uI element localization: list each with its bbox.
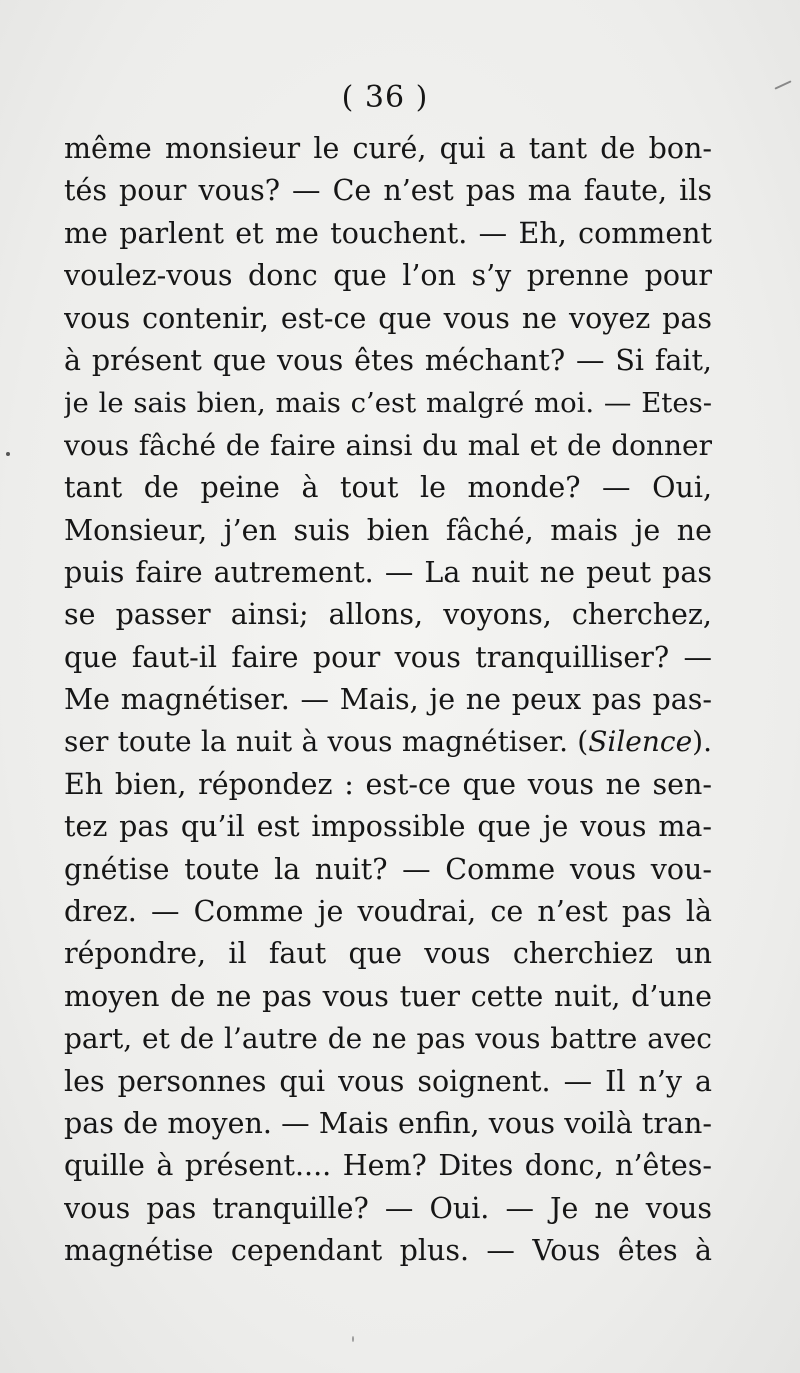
text-segment: ser toute la nuit à vous magnétiser. ( — [64, 725, 589, 759]
text-line: tez pas qu’il est impossible que je vous ma- — [64, 810, 712, 844]
text-line: tés pour vous? — Ce n’est pas ma faute, ils — [64, 174, 712, 208]
paper-speck — [6, 452, 10, 456]
text-line: Eh bien, répondez : est-ce que vous ne sen- — [64, 767, 712, 801]
text-line: voulez-vous donc que l’on s’y prenne pour — [64, 259, 712, 293]
text-line: à présent que vous êtes méchant? — Si fait, — [64, 343, 712, 377]
text-line: Monsieur, j’en suis bien fâché, mais je ne — [64, 513, 712, 547]
text-line: magnétise cependant plus. — Vous êtes à — [64, 1234, 712, 1268]
text-line: gnétise toute la nuit? — Comme vous vou- — [64, 852, 712, 886]
text-line: que faut-il faire pour vous tranquilliser? — — [64, 640, 712, 674]
text-line: puis faire autrement. — La nuit ne peut pas — [64, 555, 712, 589]
text-line: même monsieur le curé, qui a tant de bon- — [64, 132, 712, 165]
paper-speck — [352, 1336, 354, 1342]
text-line: tant de peine à tout le monde? — Oui, — [64, 471, 712, 505]
text-line: me parlent et me touchent. — Eh, comment — [64, 216, 712, 250]
text-segment: ). — [692, 725, 712, 759]
text-line: pas de moyen. — Mais enfin, vous voilà tran- — [64, 1106, 712, 1140]
text-line: quille à présent.... Hem? Dites donc, n’êtes- — [64, 1149, 712, 1183]
text-line: part, et de l’autre de ne pas vous battre avec — [64, 1022, 712, 1056]
text-line: je le sais bien, mais c’est malgré moi. — Etes- — [64, 387, 712, 420]
text-line: vous contenir, est-ce que vous ne voyez pas — [64, 301, 712, 335]
paper-speck — [774, 80, 791, 89]
text-line: moyen de ne pas vous tuer cette nuit, d’une — [64, 979, 712, 1013]
text-line: Me magnétiser. — Mais, je ne peux pas pas- — [64, 683, 712, 717]
text-line: se passer ainsi; allons, voyons, cherchez, — [64, 598, 712, 632]
text-line: vous fâché de faire ainsi du mal et de donner — [64, 428, 712, 462]
text-line: drez. — Comme je voudrai, ce n’est pas là — [64, 895, 712, 929]
text-line: vous pas tranquille? — Oui. — Je ne vous — [64, 1191, 712, 1225]
italic-word: Silence — [588, 725, 693, 759]
text-line-with-italic — [64, 721, 712, 763]
text-line: répondre, il faut que vous cherchiez un — [64, 937, 712, 971]
page-number: ( 36 ) — [341, 80, 429, 115]
text-line: les personnes qui vous soignent. — Il n’y a — [64, 1064, 712, 1098]
body-text — [64, 128, 712, 1273]
